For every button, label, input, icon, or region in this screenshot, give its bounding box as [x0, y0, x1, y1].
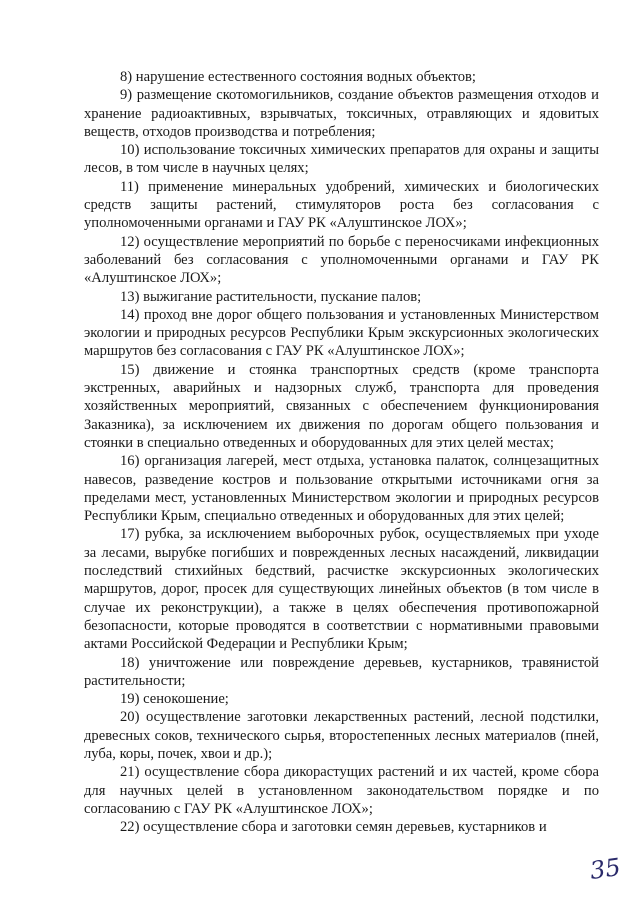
- list-item-20: 20) осуществление заготовки лекарственных растений, лесной подстилки, древесных соков, технического сырья, второстепенных лесных материалов (пней, луба, коры, почек, хвои и др.);: [84, 709, 599, 762]
- handwritten-page-number: 35: [588, 853, 623, 885]
- list-item-17: 17) рубка, за исключением выборочных рубок, осуществляемых при уходе за лесами, вырубке погибших и поврежденных лесных насаждений, ликвидации последствий стихийных бедствий, расчистке экскурсионных экологических маршрутов, дорог, просек для существующих линейных объектов (в том числе в случае их реконструкции), а также в целях обеспечения противопожарной безопасности, которые проводятся в соответствии с нормативными правовыми актами Российской Федерации и Республики Крым;: [84, 526, 599, 653]
- list-item-13: 13) выжигание растительности, пускание палов;: [120, 288, 422, 305]
- list-item-21: 21) осуществление сбора дикорастущих растений и их частей, кроме сбора для научных целей в установленном законодательством порядке и по согласованию с ГАУ РК «Алуштинское ЛОХ»;: [84, 764, 599, 817]
- list-item-16: 16) организация лагерей, мест отдыха, установка палаток, солнцезащитных навесов, разведение костров и пользование открытыми источниками огня за пределами мест, установленных Министерством экологии и природных ресурсов Республики Крым, специально отведенных и оборудованных для этих целей;: [84, 453, 599, 525]
- document-body: [84, 68, 599, 836]
- list-item-9: 9) размещение скотомогильников, создание объектов размещения отходов и хранение радиоактивных, взрывчатых, токсичных, отравляющих и ядовитых веществ, отходов производства и потребления;: [84, 87, 599, 140]
- list-item-14: 14) проход вне дорог общего пользования и установленных Министерством экологии и природных ресурсов Республики Крым экскурсионных экологических маршрутов без согласования с ГАУ РК «Алуштинское ЛОХ»;: [84, 306, 599, 360]
- list-item-19: 19) сенокошение;: [120, 691, 229, 708]
- list-item-18: 18) уничтожение или повреждение деревьев, кустарников, травянистой растительности;: [84, 654, 599, 689]
- list-item-22: 22) осуществление сбора и заготовки семян деревьев, кустарников и: [120, 819, 547, 836]
- list-item-15: 15) движение и стоянка транспортных средств (кроме транспорта экстренных, аварийных и надзорных служб, транспорта для проведения хозяйственных мероприятий, связанных с обеспечением функционирования Заказника), за исключением их движения по дорогам общего пользования и стоянки в специально отведенных и оборудованных для этих целей местах;: [84, 361, 599, 451]
- list-item-8: 8) нарушение естественного состояния водных объектов;: [120, 69, 476, 85]
- list-item-12: 12) осуществление мероприятий по борьбе с переносчиками инфекционных заболеваний без согласования с уполномоченными органами и ГАУ РК «Алуштинское ЛОХ»;: [84, 233, 599, 287]
- list-item-11: 11) применение минеральных удобрений, химических и биологических средств защиты растений, стимуляторов роста без согласования с уполномоченными органами и ГАУ РК «Алуштинское ЛОХ»;: [84, 178, 599, 232]
- list-item-10: 10) использование токсичных химических препаратов для охраны и защиты лесов, в том числе в научных целях;: [84, 142, 599, 177]
